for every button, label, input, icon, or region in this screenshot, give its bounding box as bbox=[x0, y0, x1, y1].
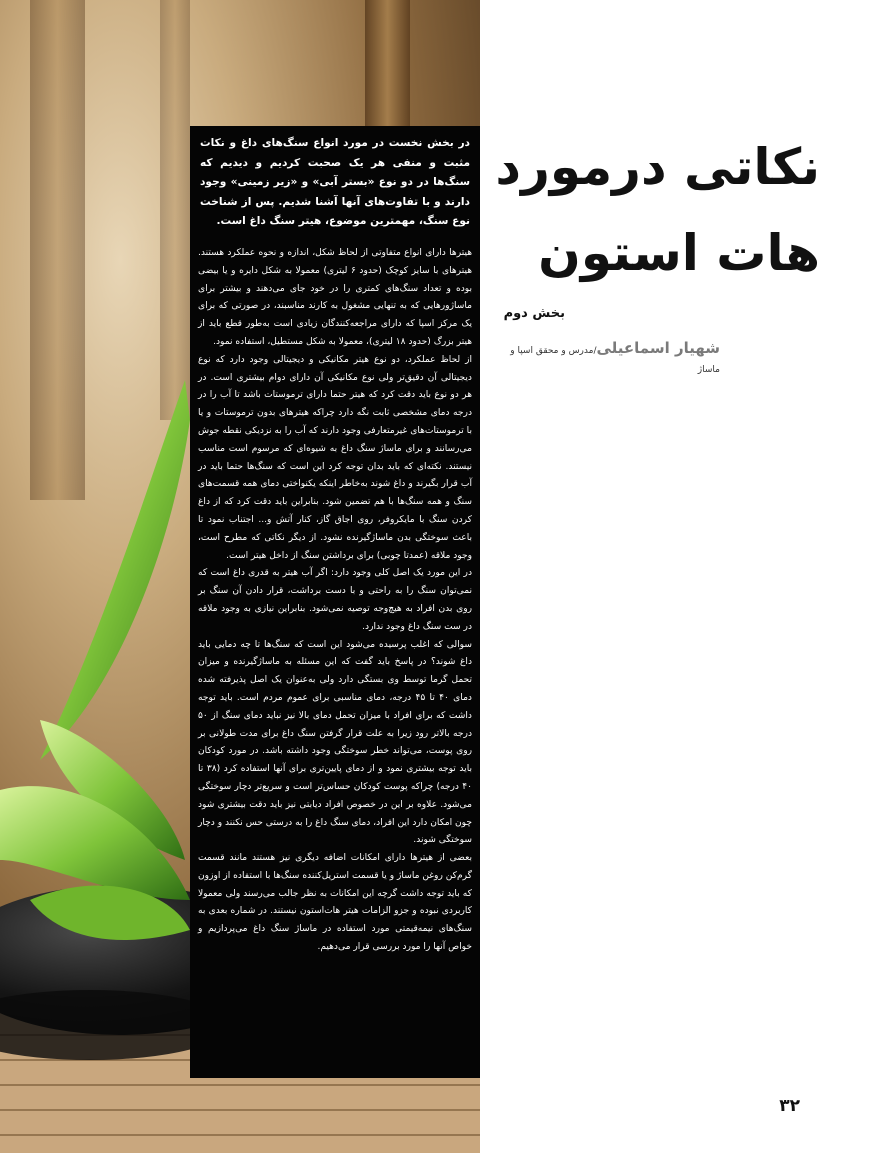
article-body bbox=[198, 245, 472, 957]
page-title bbox=[490, 124, 820, 296]
author-name: شهیار اسماعیلی bbox=[596, 339, 720, 357]
body-paragraph: در این مورد یک اصل کلی وجود دارد: اگر آب هیتر به قدری داغ است که نمی‌توان سنگ را به راحتی و با دست برداشت، قرار دادن آن سنگ بر روی بدن افراد به هیچ‌وجه توصیه نمی‌شود. بنابراین نیازی به وجود ملاقه در ست سنگ داغ وجود ندارد. bbox=[198, 568, 472, 632]
body-paragraph: هیترها دارای انواع متفاوتی از لحاظ شکل، اندازه و نحوه عملکرد هستند. هیترهای با سایز کوچک (حدود ۶ لیتری) معمولا به شکل دایره و یا بیضی بوده و تعداد سنگ‌های کمتری را در خود جای می‌دهند و بیشتر برای ماساژورهایی که به تنهایی مشغول به کارند مناسبند، در صورتی که برای یک مرکز اسپا که دارای مراجعه‌کنندگان زیادی است به‌طور قطع باید از هیتر بزرگ (حدود ۱۸ لیتری)، معمولا به شکل مستطیل، استفاده نمود. bbox=[198, 248, 472, 347]
title-line-2: هات استون bbox=[538, 224, 820, 282]
byline bbox=[490, 338, 720, 376]
body-paragraph: سوالی که اغلب پرسیده می‌شود این است که سنگ‌ها تا چه دمایی باید داغ شوند؟ در پاسخ باید گفت که این مسئله به ماساژگیرنده و میزان تحمل گرما توسط وی بستگی دارد ولی به‌عنوان یک اصل پذیرفته شده دمای ۴۰ تا ۴۵ درجه، دمای مناسبی برای عموم مردم است. باید توجه داشت که برای افراد با میزان تحمل دمای بالا نیز نباید دمای سنگ از ۵۰ درجه بالاتر رود زیرا به علت قرار گرفتن سنگ داغ برای مدت طولانی بر روی پوست، می‌تواند خطر سوختگی وجود داشته باشد. در مورد کودکان باید توجه بیشتری نمود و از دمای پایین‌تری برای آنها استفاده کرد (۳۸ تا ۴۰ درجه) چراکه پوست کودکان حساس‌تر است و سریع‌تر دچار سوختگی می‌شود. علاوه بر این در خصوص افراد دیابتی نیز باید دقت بیشتری شود چون امکان دارد این افراد، دمای سنگ داغ را به درستی حس نکنند و دچار سوختگی شوند. bbox=[197, 639, 472, 846]
article-lead: در بخش نخست در مورد انواع سنگ‌های داغ و نکات مثبت و منفی هر یک صحبت کردیم و دیدیم که سنگ‌ها در دو نوع «بستر آبی» و «زیر زمینی» وجود دارند و با تفاوت‌های آنها آشنا شدیم. پس از شناخت نوع سنگ، مهمترین موضوع، هیتر سنگ داغ است. bbox=[200, 137, 470, 228]
body-paragraph: بعضی از هیترها دارای امکانات اضافه دیگری نیز هستند مانند قسمت گرم‌کن روغن ماساژ و یا قسمت استریل‌کننده سنگ‌ها با استفاده از اوزون که باید توجه داشت گرچه این امکانات به نظر جالب می‌رسند ولی معمولا کاربردی نبوده و جزو الزامات هیتر هات‌استون نیستند. در شماره بعدی به سنگ‌های نیمه‌قیمتی مورد استفاده در ماساژ سنگ داغ می‌پردازیم و خواص آنها را مورد بررسی قرار می‌دهیم. bbox=[198, 853, 472, 953]
page-number: ۳۲ bbox=[779, 1096, 800, 1116]
title-line-1: نکاتی درمورد bbox=[495, 138, 820, 196]
body-paragraph: از لحاظ عملکرد، دو نوع هیتر مکانیکی و دیجیتالی وجود دارد که نوع دیجیتالی آن دقیق‌تر ولی نوع مکانیکی آن دارای دوام بیشتری است. در هر دو نوع باید دقت کرد که هیتر حتما دارای ترموستات باشد تا آب را در درجه دمای مشخصی ثابت نگه دارد چراکه هیترهای بدون ترموستات و یا با ترموستات‌های غیرمتعارفی وجود دارند که آب را به نزدیکی نقطه جوش می‌رسانند و برای ماساژ سنگ داغ به شیوه‌ای که مرسوم است مناسب نیستند. نکته‌ای که باید بدان توجه کرد این است که سنگ‌ها حتما باید در آب قرار بگیرند و داغ شوند به‌خاطر اینکه یکنواختی دمای همه قسمت‌های سنگ و همه سنگ‌ها با هم تضمین شود. بنابراین باید دقت کرد که از داغ کردن سنگ با مایکروفر، روی اجاق گاز، کنار آتش و... اجتناب نمود تا باعث سوختگی بدن ماساژگیرنده نشود. از دیگر نکاتی که مطرح است، وجود ملاقه (عمدتا چوبی) برای برداشتن سنگ از داخل هیتر است. bbox=[198, 354, 472, 561]
part-label: بخش دوم bbox=[503, 306, 565, 321]
author-role: /مدرس و محقق اسپا و ماساژ bbox=[510, 346, 720, 375]
